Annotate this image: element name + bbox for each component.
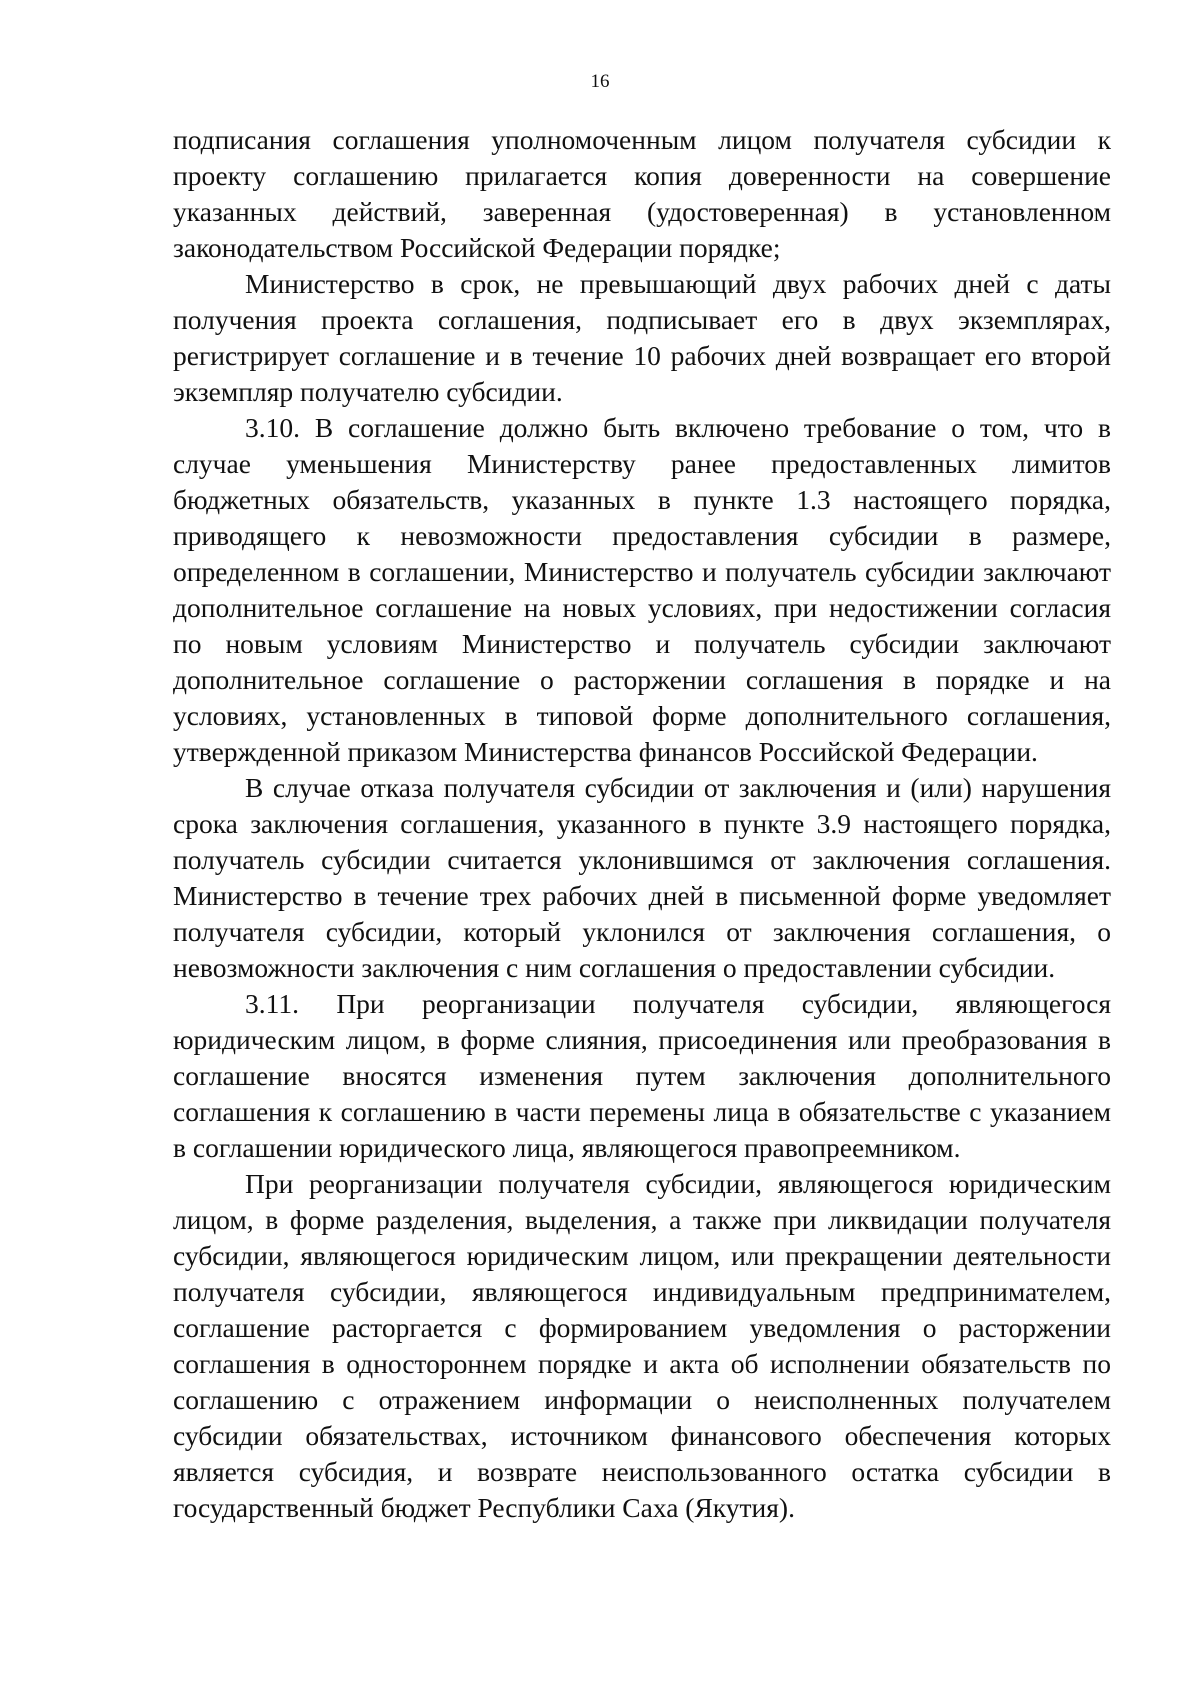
document-body	[173, 122, 1111, 1526]
paragraph-3-10: 3.10. В соглашение должно быть включено требование о том, что в случае уменьшения Министерству ранее предоставленных лимитов бюджетных обязательств, указанных в пункте 1.3 настоящего порядка, приводящего к невозможности предоставления субсидии в размере, определенном в соглашении, Министерство и получатель субсидии заключают дополнительное соглашение на новых условиях, при недостижении согласия по новым условиям Министерство и получатель субсидии заключают дополнительное соглашение о расторжении соглашения в порядке и на условиях, установленных в типовой форме дополнительного соглашения, утвержденной приказом Министерства финансов Российской Федерации.	[173, 412, 1111, 767]
paragraph-refusal: В случае отказа получателя субсидии от заключения и (или) нарушения срока заключения соглашения, указанного в пункте 3.9 настоящего порядка, получатель субсидии считается уклонившимся от заключения соглашения. Министерство в течение трех рабочих дней в письменной форме уведомляет получателя субсидии, который уклонился от заключения соглашения, о невозможности заключения с ним соглашения о предоставлении субсидии.	[173, 772, 1111, 983]
paragraph-signing-power-of-attorney: подписания соглашения уполномоченным лицом получателя субсидии к проекту соглашению прилагается копия доверенности на совершение указанных действий, заверенная (удостоверенная) в установленном законодательством Российской Федерации порядке;	[173, 124, 1111, 263]
paragraph-reorganization-liquidation: При реорганизации получателя субсидии, являющегося юридическим лицом, в форме разделения, выделения, а также при ликвидации получателя субсидии, являющегося юридическим лицом, или прекращении деятельности получателя субсидии, являющегося индивидуальным предпринимателем, соглашение расторгается с формированием уведомления о расторжении соглашения в одностороннем порядке и акта об исполнении обязательств по соглашению с отражением информации о неисполненных получателем субсидии обязательствах, источником финансового обеспечения которых является субсидия, и возврате неиспользованного остатка субсидии в государственный бюджет Республики Саха (Якутия).	[173, 1168, 1111, 1523]
paragraph-3-11: 3.11. При реорганизации получателя субсидии, являющегося юридическим лицом, в форме слияния, присоединения или преобразования в соглашение вносятся изменения путем заключения дополнительного соглашения к соглашению в части перемены лица в обязательстве с указанием в соглашении юридического лица, являющегося правопреемником.	[173, 988, 1111, 1163]
paragraph-ministry-signing: Министерство в срок, не превышающий двух рабочих дней с даты получения проекта соглашения, подписывает его в двух экземплярах, регистрирует соглашение и в течение 10 рабочих дней возвращает его второй экземпляр получателю субсидии.	[173, 268, 1111, 407]
page-number: 16	[590, 71, 610, 92]
